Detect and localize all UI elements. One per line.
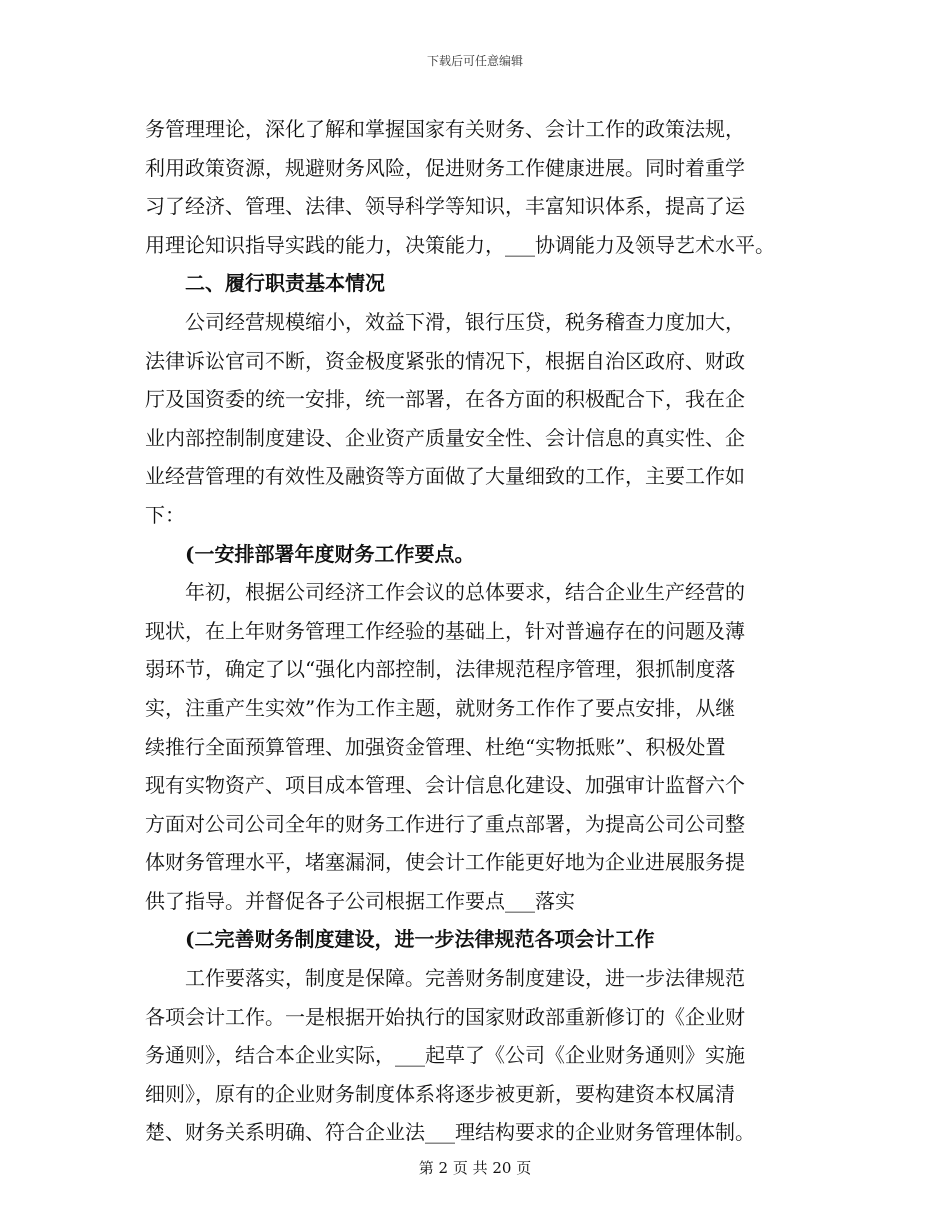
- text-line: 体财务管理水平，堵塞漏洞，使会计工作能更好地为企业进展服务提: [145, 850, 745, 875]
- text-line: 弱环节，确定了以“强化内部控制，法律规范程序管理，狠抓制度落: [145, 657, 736, 682]
- section-heading: 二、履行职责基本情况: [185, 271, 385, 296]
- text-line: 现有实物资产、项目成本管理、会计信息化建设、加强审计监督六个: [145, 773, 745, 798]
- text-line: 用理论知识指导实践的能力，决策能力，___协调能力及领导艺术水平。: [145, 232, 775, 257]
- text-line: 方面对公司公司全年的财务工作进行了重点部署，为提高公司公司整: [145, 811, 745, 836]
- text-line: 续推行全面预算管理、加强资金管理、杜绝“实物抵账”、积极处置: [145, 734, 726, 759]
- text-line: 利用政策资源，规避财务风险，促进财务工作健康进展。同时着重学: [145, 155, 745, 180]
- text-line: 厅及国资委的统一安排，统一部署，在各方面的积极配合下，我在企: [145, 387, 745, 412]
- text-line: 工作要落实，制度是保障。完善财务制度建设，进一步法律规范: [185, 966, 745, 991]
- text-line: 细则》，原有的企业财务制度体系将逐步被更新，要构建资本权属清: [145, 1081, 735, 1106]
- page-header: 下载后可任意编辑: [426, 54, 523, 68]
- text-line: 下：: [145, 502, 185, 527]
- document-body: [145, 110, 817, 1152]
- text-line: 现状，在上年财务管理工作经验的基础上，针对普遍存在的问题及薄: [145, 618, 745, 643]
- text-line: 业内部控制制度建设、企业资产质量安全性、会计信息的真实性、企: [145, 425, 745, 450]
- text-line: 各项会计工作。一是根据开始执行的国家财政部重新修订的《企业财: [145, 1004, 745, 1029]
- text-line: 习了经济、管理、法律、领导科学等知识，丰富知识体系，提高了运: [145, 194, 745, 219]
- text-line: 公司经营规模缩小，效益下滑，银行压贷，税务稽查力度加大，: [185, 309, 745, 334]
- section-heading: (二完善财务制度建设，进一步法律规范各项会计工作: [185, 927, 655, 952]
- page-number: 第 2 页 共 20 页: [418, 1159, 532, 1177]
- text-line: 业经营管理的有效性及融资等方面做了大量细致的工作，主要工作如: [145, 464, 745, 489]
- section-heading: (一安排部署年度财务工作要点。: [185, 541, 475, 566]
- text-line: 务通则》，结合本企业实际，___起草了《公司《企业财务通则》实施: [145, 1043, 745, 1068]
- text-line: 法律诉讼官司不断，资金极度紧张的情况下，根据自治区政府、财政: [145, 348, 745, 373]
- text-line: 实，注重产生实效”作为工作主题，就财务工作作了要点安排，从继: [145, 695, 736, 720]
- text-line: 务管理理论，深化了解和掌握国家有关财务、会计工作的政策法规，: [145, 117, 745, 141]
- text-line: 楚、财务关系明确、符合企业法___理结构要求的企业财务管理体制。: [145, 1120, 755, 1145]
- text-line: 年初，根据公司经济工作会议的总体要求，结合企业生产经营的: [185, 580, 745, 605]
- text-line: 供了指导。并督促各子公司根据工作要点___落实: [145, 888, 575, 913]
